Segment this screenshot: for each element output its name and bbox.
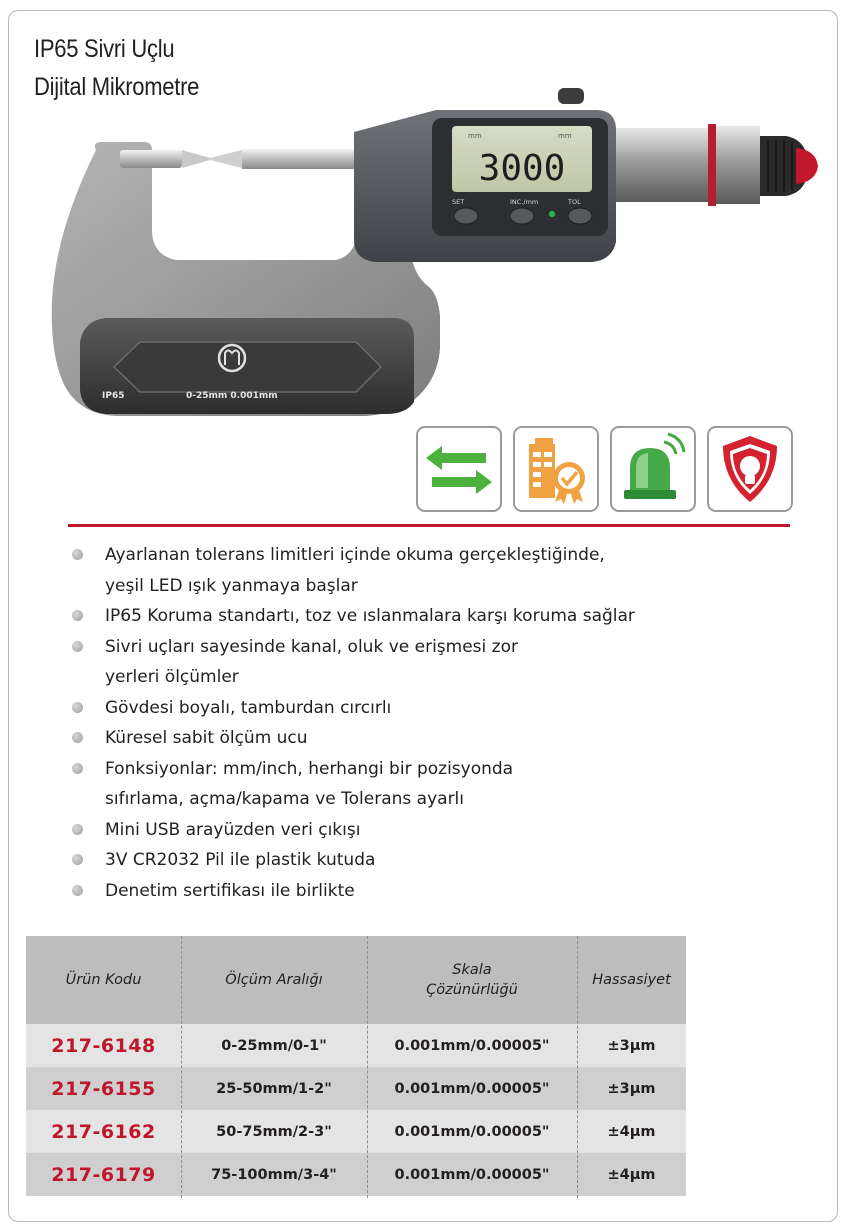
column-divider [367, 936, 368, 1198]
header-measuring-range: Ölçüm Aralığı [225, 972, 323, 988]
cell-resolution: 0.001mm/0.00005" [394, 1037, 550, 1054]
list-item: Fonksiyonlar: mm/inch, herhangi bir pozisyonda sıfırlama, açma/kapama ve Tolerans ayarlı [72, 754, 635, 815]
header-product-code: Ürün Kodu [65, 972, 142, 988]
cell-accuracy: ±3µm [607, 1037, 656, 1054]
lcd-unit-right: mm [558, 132, 572, 140]
cell-resolution: 0.001mm/0.00005" [394, 1080, 550, 1097]
cell-range: 25-50mm/1-2" [216, 1080, 332, 1097]
ip-protection-shield-icon [707, 426, 793, 512]
cell-range: 50-75mm/2-3" [216, 1123, 332, 1140]
header-accuracy: Hassasiyet [592, 972, 671, 988]
cell-code: 217-6162 [51, 1120, 156, 1143]
cell-accuracy: ±3µm [607, 1080, 656, 1097]
list-item: Denetim sertifikası ile birlikte [72, 876, 635, 907]
head-button-label-tol: TOL [568, 198, 581, 206]
micrometer-image [36, 80, 826, 425]
bullet-icon [72, 763, 83, 774]
section-divider [68, 524, 790, 527]
table-row [26, 1153, 686, 1196]
cell-resolution: 0.001mm/0.00005" [394, 1123, 550, 1140]
frame-range-label: 0-25mm 0.001mm [186, 391, 278, 401]
bullet-icon [72, 549, 83, 560]
cell-range: 0-25mm/0-1" [221, 1037, 327, 1054]
tolerance-led [549, 211, 555, 217]
spec-table [26, 936, 686, 1198]
frame-ip65-label: IP65 [102, 391, 125, 401]
title-line-1: IP65 Sivri Uçlu [34, 35, 175, 63]
cell-resolution: 0.001mm/0.00005" [394, 1166, 550, 1183]
header-resolution: Skala Çözünürlüğü [426, 962, 518, 998]
bullet-icon [72, 854, 83, 865]
cell-code: 217-6179 [51, 1163, 156, 1186]
cell-accuracy: ±4µm [607, 1166, 656, 1183]
bullet-icon [72, 702, 83, 713]
lcd-unit-left: mm [468, 132, 482, 140]
bullet-icon [72, 610, 83, 621]
head-button-label-inc: INC./mm [510, 198, 539, 206]
table-row [26, 1024, 686, 1067]
head-button-label-set: SET [452, 198, 465, 206]
list-item: Ayarlanan tolerans limitleri içinde okuma gerçekleştiğinde, yeşil LED ışık yanmaya başlar [72, 540, 635, 601]
cell-code: 217-6148 [51, 1034, 156, 1057]
certificate-icon [513, 426, 599, 512]
list-item: Sivri uçları sayesinde kanal, oluk ve erişmesi zor yerleri ölçümler [72, 632, 635, 693]
table-row [26, 1067, 686, 1110]
cell-range: 75-100mm/3-4" [211, 1166, 337, 1183]
list-item: Gövdesi boyalı, tamburdan cırcırlı [72, 693, 635, 724]
list-item: Küresel sabit ölçüm ucu [72, 723, 635, 754]
lcd-reading: 3000 [478, 148, 566, 189]
list-item: Mini USB arayüzden veri çıkışı [72, 815, 635, 846]
list-item: 3V CR2032 Pil ile plastik kutuda [72, 845, 635, 876]
table-header [26, 936, 686, 1024]
cell-accuracy: ±4µm [607, 1123, 656, 1140]
list-item: IP65 Koruma standartı, toz ve ıslanmalara karşı koruma sağlar [72, 601, 635, 632]
bullet-icon [72, 641, 83, 652]
column-divider [577, 936, 578, 1198]
inch-mm-switch-icon [416, 426, 502, 512]
title-line-2: Dijital Mikrometre [34, 73, 200, 101]
bullet-icon [72, 885, 83, 896]
bullet-icon [72, 824, 83, 835]
feature-list [72, 540, 635, 906]
cell-code: 217-6155 [51, 1077, 156, 1100]
table-row [26, 1110, 686, 1153]
bullet-icon [72, 732, 83, 743]
green-led-icon [610, 426, 696, 512]
feature-icons [416, 426, 796, 514]
column-divider [181, 936, 182, 1198]
